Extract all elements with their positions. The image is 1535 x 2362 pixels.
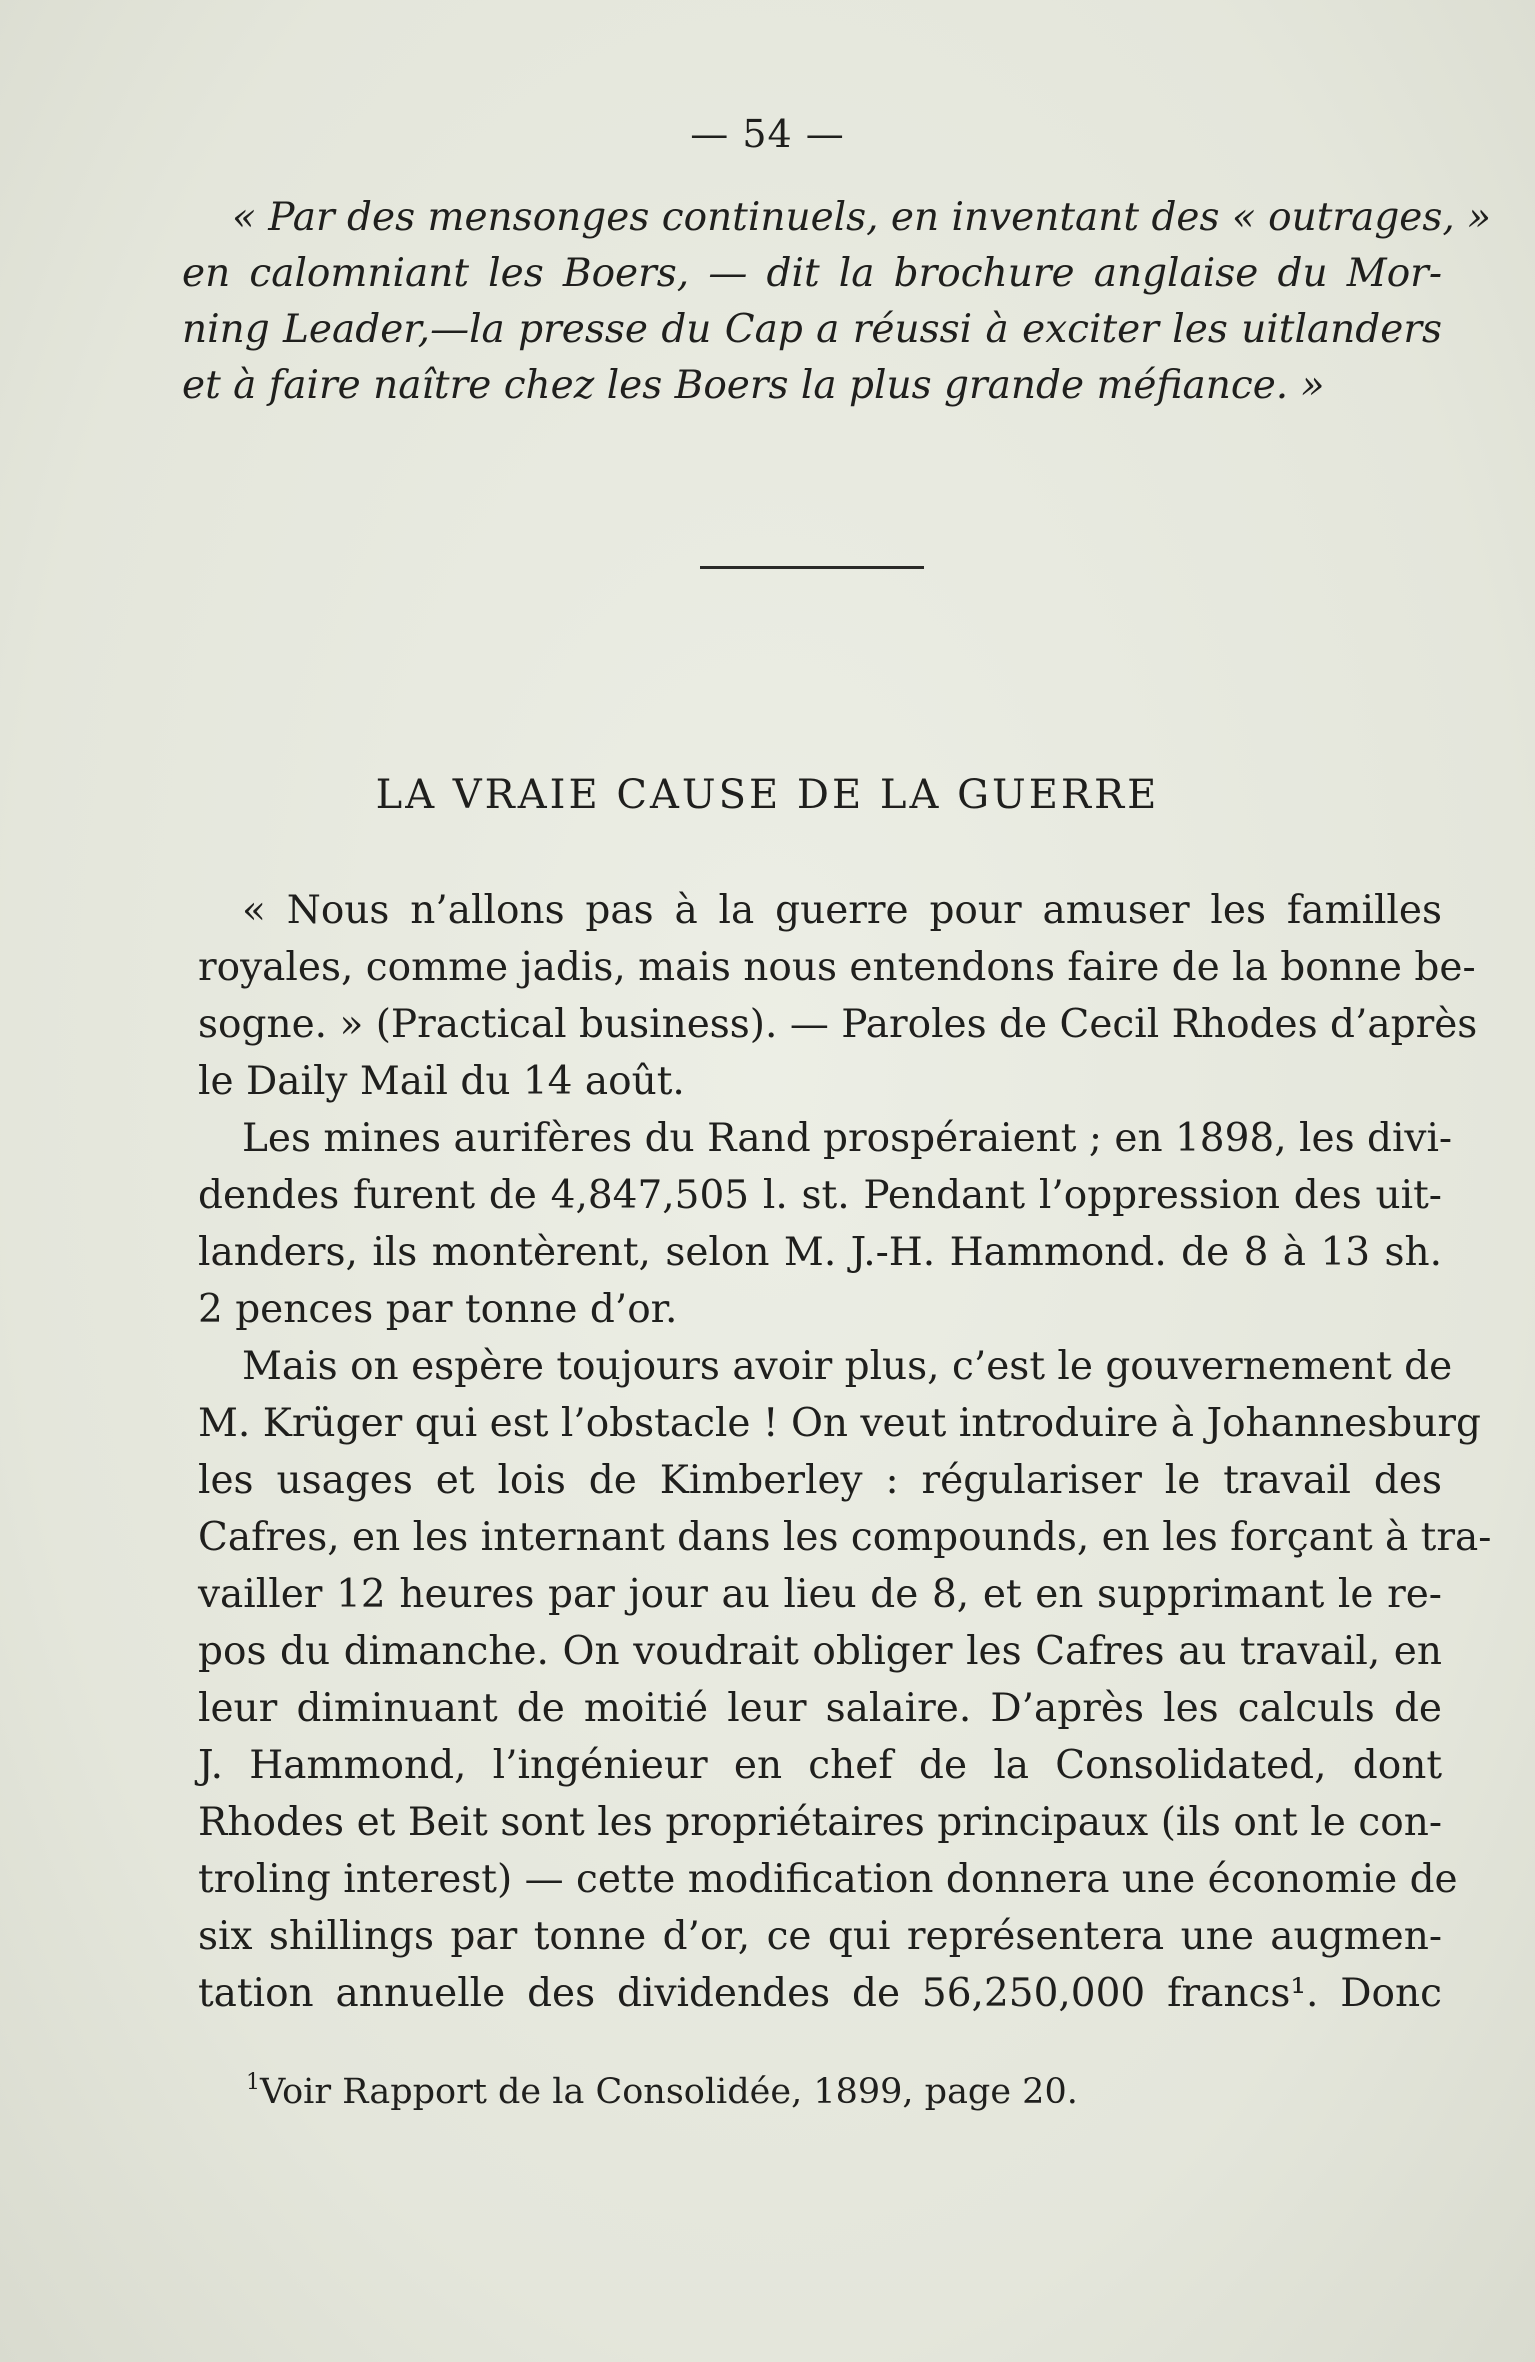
body-line-6: dendes furent de 4,847,505 l. st. Pendant l’oppression des uit- xyxy=(198,1173,1442,1218)
body-line-11: les usages et lois de Kimberley : régulariser le travail des xyxy=(198,1458,1442,1503)
body-line-17: Rhodes et Beit sont les propriétaires principaux (ils ont le con- xyxy=(198,1800,1442,1845)
quote-line-3: ning Leader,—la presse du Cap a réussi à exciter les uitlanders xyxy=(182,307,1442,352)
body-line-19: six shillings par tonne d’or, ce qui représentera une augmen- xyxy=(198,1914,1442,1959)
body-line-12: Cafres, en les internant dans les compounds, en les forçant à tra- xyxy=(198,1515,1492,1560)
footnote-marker: 1 xyxy=(246,2070,260,2095)
section-title: LA VRAIE CAUSE DE LA GUERRE xyxy=(375,772,1160,818)
body-line-4: le Daily Mail du 14 août. xyxy=(198,1059,685,1104)
body-line-13: vailler 12 heures par jour au lieu de 8, et en supprimant le re- xyxy=(198,1572,1442,1617)
body-line-7: landers, ils montèrent, selon M. J.-H. Hammond. de 8 à 13 sh. xyxy=(198,1230,1442,1275)
body-line-5: Les mines aurifères du Rand prospéraient ; en 1898, les divi- xyxy=(242,1116,1453,1161)
quote-line-1: « Par des mensonges continuels, en inventant des « outrages, » xyxy=(232,195,1492,240)
body-line-10: M. Krüger qui est l’obstacle ! On veut introduire à Johannesburg xyxy=(198,1401,1481,1446)
body-line-14: pos du dimanche. On voudrait obliger les Cafres au travail, en xyxy=(198,1629,1442,1674)
quote-line-4: et à faire naître chez les Boers la plus grande méfiance. » xyxy=(182,363,1325,408)
body-text xyxy=(198,882,1492,2022)
body-line-9: Mais on espère toujours avoir plus, c’est le gouvernement de xyxy=(242,1344,1453,1389)
page-number: — 54 — xyxy=(690,112,845,156)
section-divider xyxy=(700,566,924,569)
body-line-20: tation annuelle des dividendes de 56,250,000 francs¹. Donc xyxy=(198,1971,1442,2016)
body-line-2: royales, comme jadis, mais nous entendons faire de la bonne be- xyxy=(198,945,1476,990)
footnote xyxy=(246,2070,1078,2112)
italic-quote xyxy=(182,190,1492,414)
body-line-3: sogne. » (Practical business). — Paroles de Cecil Rhodes d’après xyxy=(198,1002,1478,1047)
body-line-8: 2 pences par tonne d’or. xyxy=(198,1287,678,1332)
quote-line-2: en calomniant les Boers, — dit la brochure anglaise du Mor- xyxy=(182,251,1442,296)
body-line-15: leur diminuant de moitié leur salaire. D’après les calculs de xyxy=(198,1686,1442,1731)
body-line-18: troling interest) — cette modification donnera une économie de xyxy=(198,1857,1458,1902)
footnote-text: Voir Rapport de la Consolidée, 1899, page 20. xyxy=(260,2072,1078,2112)
body-line-1: « Nous n’allons pas à la guerre pour amuser les familles xyxy=(242,888,1442,933)
body-line-16: J. Hammond, l’ingénieur en chef de la Consolidated, dont xyxy=(198,1743,1442,1788)
